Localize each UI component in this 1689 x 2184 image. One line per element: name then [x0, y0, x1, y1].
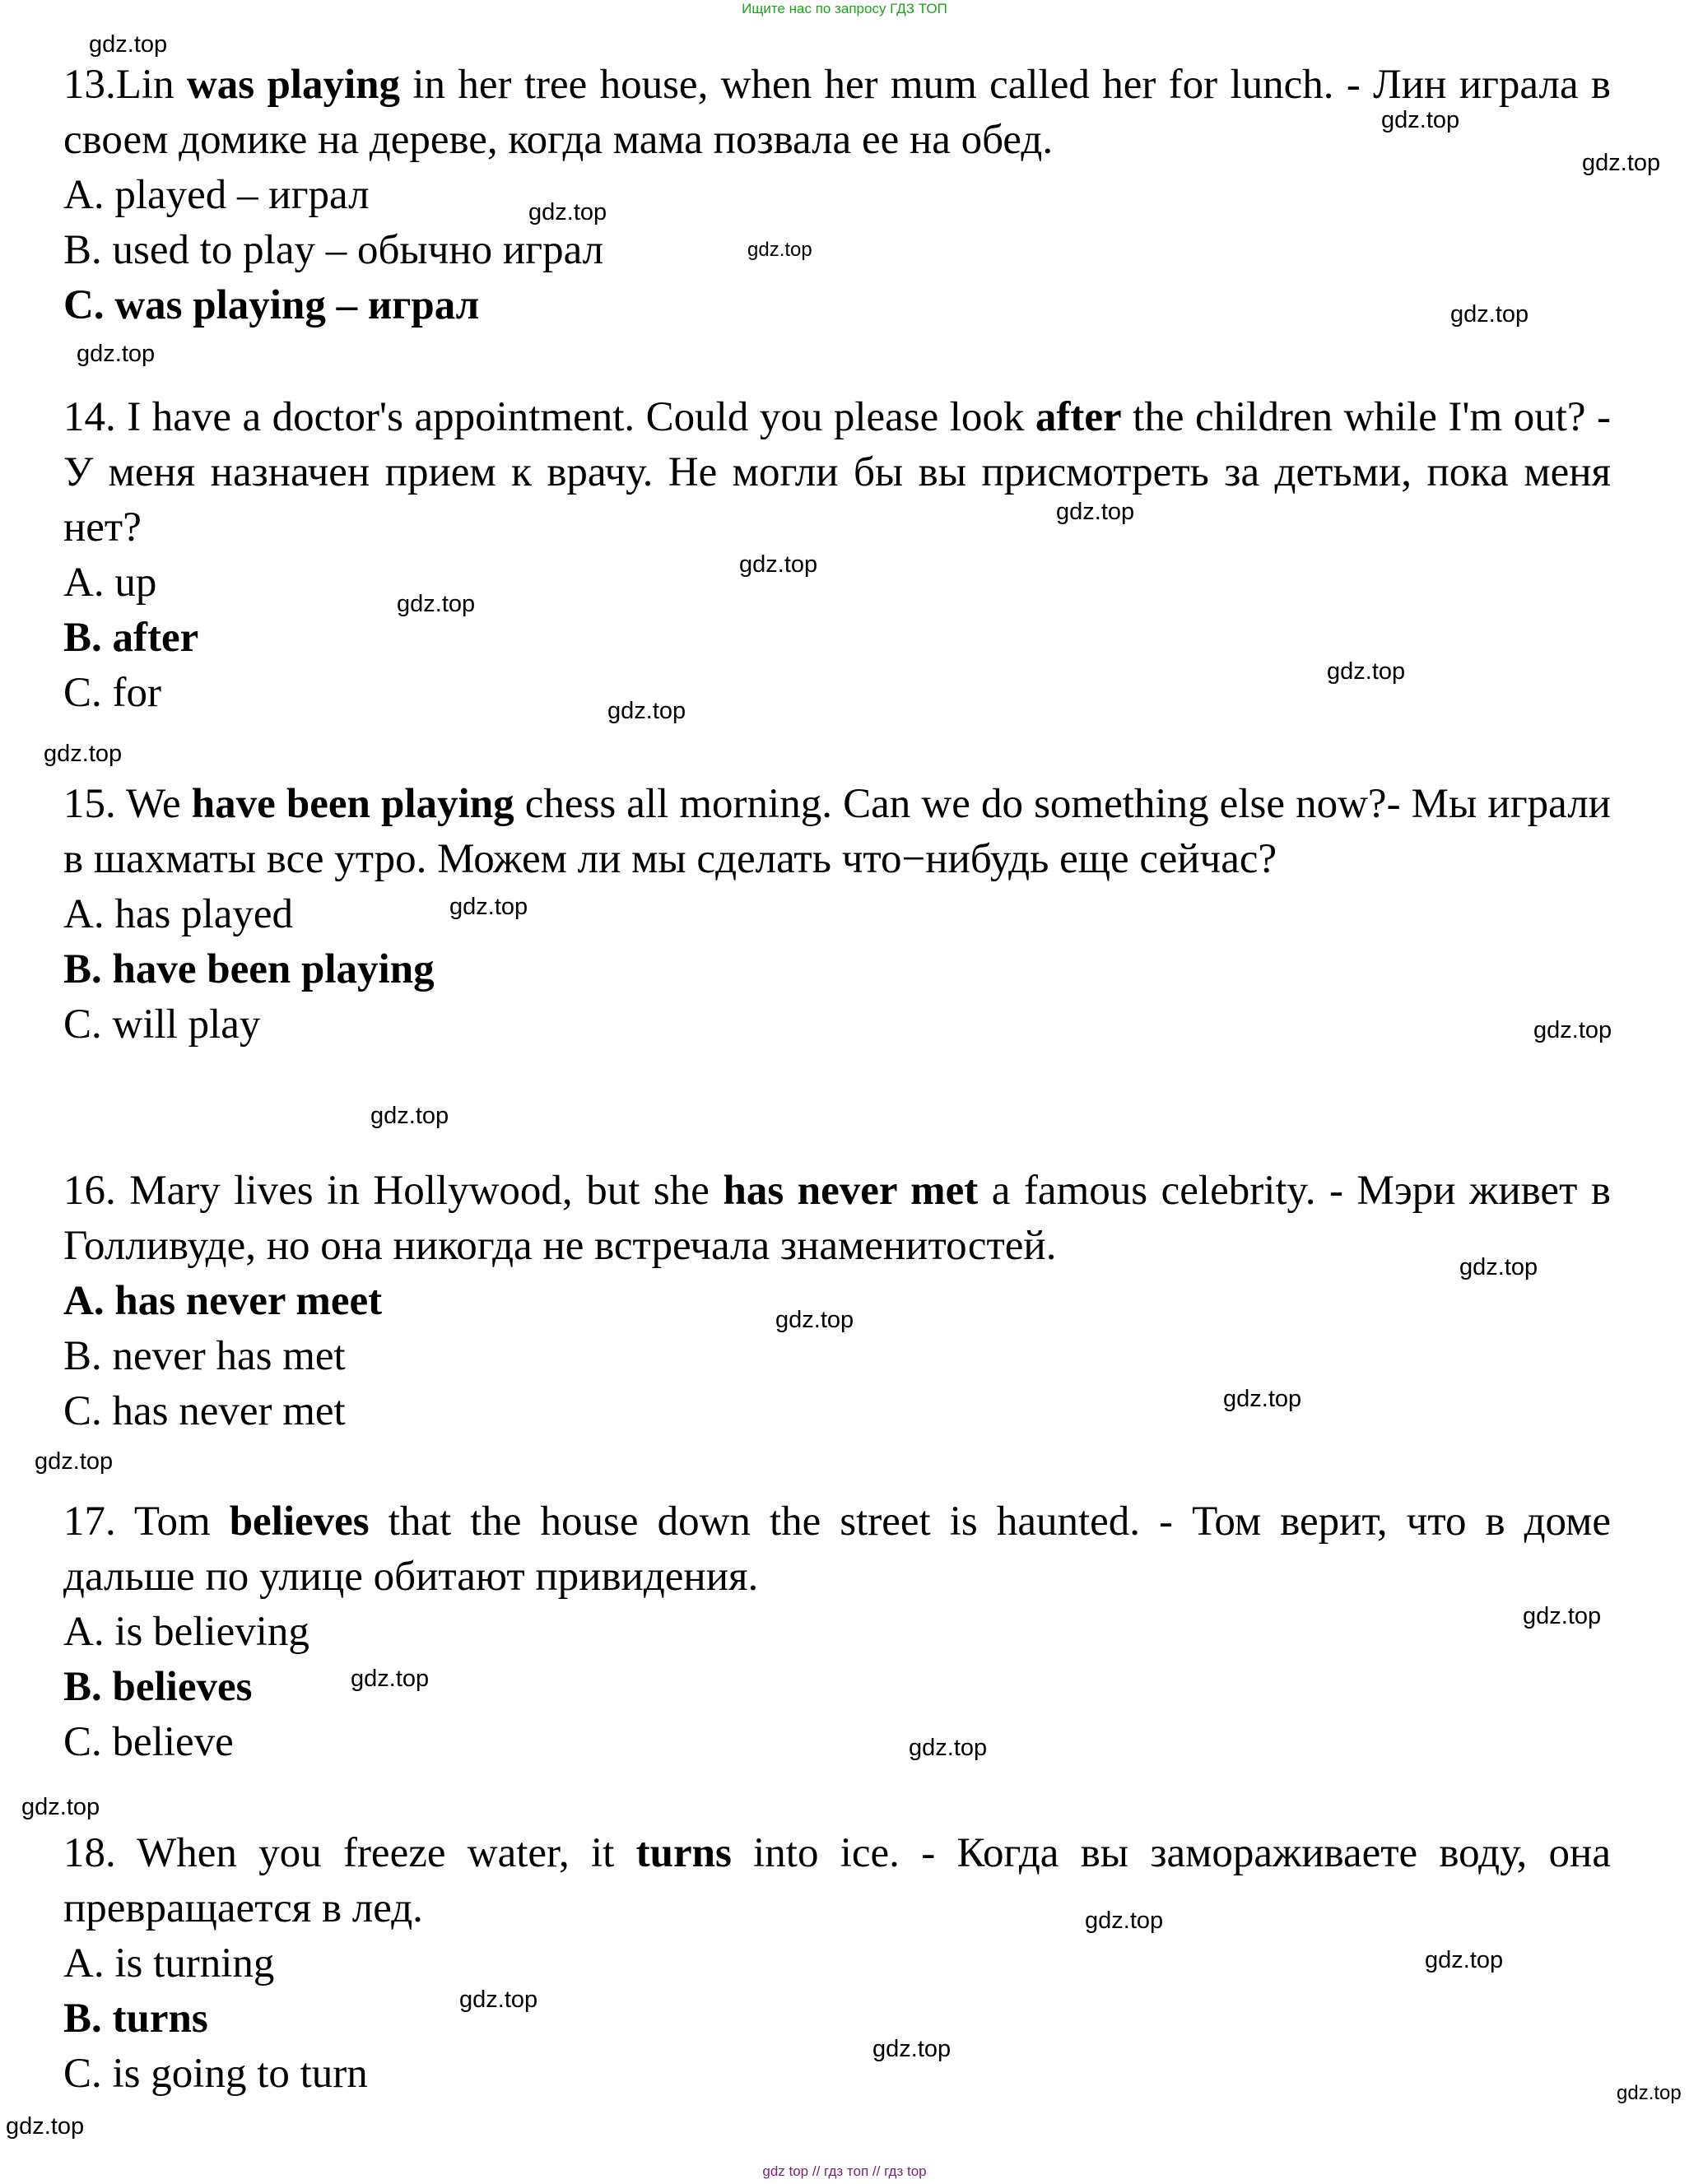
- watermark: gdz.top: [1450, 301, 1529, 328]
- question-number: 15.: [63, 781, 126, 827]
- option-a: A. up: [63, 560, 157, 606]
- question-text: [63, 1826, 1611, 1936]
- footer-separator: //: [812, 2163, 821, 2179]
- question-15: [63, 777, 1611, 1053]
- answer-highlight: was playing: [186, 62, 401, 108]
- question-text-pre: When you freeze water, it: [137, 1830, 636, 1876]
- watermark: gdz.top: [1533, 1017, 1612, 1043]
- watermark: gdz.top: [1085, 1908, 1164, 1934]
- footer-link[interactable]: gdz top: [762, 2163, 809, 2179]
- watermark: gdz.top: [739, 551, 818, 578]
- question-text: [63, 390, 1611, 555]
- question-text-pre: Lin: [115, 62, 187, 108]
- footer-link[interactable]: гдз top: [884, 2163, 927, 2179]
- watermark: gdz.top: [1425, 1947, 1504, 1973]
- question-text-pre: Mary lives in Hollywood, but she: [129, 1168, 724, 1214]
- question-13: [63, 58, 1611, 333]
- watermark: gdz.top: [775, 1307, 854, 1333]
- watermark: gdz.top: [459, 1987, 538, 2013]
- option-c: C. will play: [63, 1001, 261, 1048]
- watermark: gdz.top: [1056, 499, 1135, 525]
- question-text-post: the children while I'm out? - У меня назначен прием к врачу. Не могли бы вы присмотреть за детьми, пока меня нет?: [63, 394, 1611, 551]
- option-c: C. believe: [63, 1719, 234, 1765]
- question-number: 17.: [63, 1499, 134, 1545]
- option-c-correct: C. was playing – играл: [63, 282, 480, 328]
- question-18: [63, 1826, 1611, 2102]
- option-b: B. used to play – обычно играл: [63, 227, 604, 273]
- watermark: gdz.top: [351, 1666, 430, 1692]
- option-c: C. is going to turn: [63, 2051, 368, 2097]
- option-b-correct: B. turns: [63, 1996, 208, 2042]
- watermark: gdz.top: [1381, 107, 1460, 133]
- option-b: B. never has met: [63, 1333, 346, 1379]
- watermark: gdz.top: [528, 199, 607, 225]
- watermark: gdz.top: [747, 239, 812, 261]
- question-number: 16.: [63, 1168, 130, 1214]
- watermark: gdz.top: [872, 2036, 952, 2062]
- question-16: [63, 1164, 1611, 1439]
- watermark: gdz.top: [370, 1103, 449, 1129]
- watermark: gdz.top: [1327, 658, 1406, 685]
- option-c: C. has never met: [63, 1388, 346, 1434]
- option-c: C. for: [63, 670, 161, 716]
- top-banner-text: Ищите нас по запросу ГДЗ ТОП: [742, 1, 947, 16]
- answer-highlight: believes: [229, 1499, 370, 1545]
- watermark: gdz.top: [1223, 1386, 1302, 1412]
- watermark: gdz.top: [1582, 150, 1661, 176]
- watermark: gdz.top: [1459, 1254, 1538, 1280]
- question-text-post: into ice. - Когда вы замораживаете воду, она превращается в лед.: [63, 1830, 1611, 1931]
- watermark: gdz.top: [607, 698, 686, 724]
- footer-separator: //: [872, 2163, 881, 2179]
- question-number: 18.: [63, 1830, 137, 1876]
- question-text-pre: I have a doctor's appointment. Could you please look: [127, 394, 1035, 440]
- question-text: [63, 777, 1611, 887]
- answer-highlight: have been playing: [191, 781, 514, 827]
- option-a: A. is believing: [63, 1609, 309, 1655]
- question-text-post: a famous celebrity. - Мэри живет в Голливуде, но она никогда не встречала знаменитостей.: [63, 1168, 1611, 1269]
- watermark: gdz.top: [77, 341, 156, 367]
- question-text: [63, 1164, 1611, 1274]
- question-number: 14.: [63, 394, 128, 440]
- option-b-correct: B. have been playing: [63, 946, 435, 992]
- watermark: gdz.top: [449, 894, 528, 920]
- answer-highlight: turns: [635, 1830, 732, 1876]
- option-a: A. is turning: [63, 1940, 275, 1987]
- option-a-correct: A. has never meet: [63, 1278, 383, 1324]
- top-banner: [0, 0, 1689, 18]
- question-text-post: in her tree house, when her mum called her for lunch. - Лин играла в своем домике на дереве, когда мама позвала ее на обед.: [63, 62, 1612, 163]
- option-a: A. played – играл: [63, 172, 370, 218]
- footer-banner: [0, 2163, 1689, 2181]
- watermark: gdz.top: [909, 1735, 988, 1761]
- watermark: gdz.top: [89, 31, 168, 58]
- watermark: gdz.top: [21, 1794, 100, 1820]
- watermark: gdz.top: [6, 2113, 85, 2140]
- watermark: gdz.top: [1523, 1603, 1602, 1629]
- option-a: A. has played: [63, 891, 294, 937]
- option-b-correct: B. after: [63, 615, 199, 661]
- question-number: 13.: [63, 62, 116, 108]
- question-17: [63, 1494, 1611, 1770]
- answer-highlight: has never met: [723, 1168, 979, 1214]
- footer-link[interactable]: гдз топ: [824, 2163, 869, 2179]
- answer-highlight: after: [1035, 394, 1122, 440]
- option-b-correct: B. believes: [63, 1664, 253, 1710]
- question-text: [63, 58, 1611, 168]
- question-text-pre: Tom: [133, 1499, 230, 1545]
- watermark: gdz.top: [1617, 2082, 1682, 2104]
- question-text-post: that the house down the street is haunted. - Том верит, что в доме дальше по улице обитают привидения.: [63, 1499, 1611, 1600]
- watermark: gdz.top: [44, 741, 123, 767]
- question-text-post: chess all morning. Can we do something else now?- Мы играли в шахматы все утро. Можем ли мы сделать что−нибудь еще сейчас?: [63, 781, 1611, 882]
- question-text: [63, 1494, 1611, 1605]
- watermark: gdz.top: [397, 591, 476, 617]
- question-text-pre: We: [125, 781, 192, 827]
- watermark: gdz.top: [35, 1448, 114, 1475]
